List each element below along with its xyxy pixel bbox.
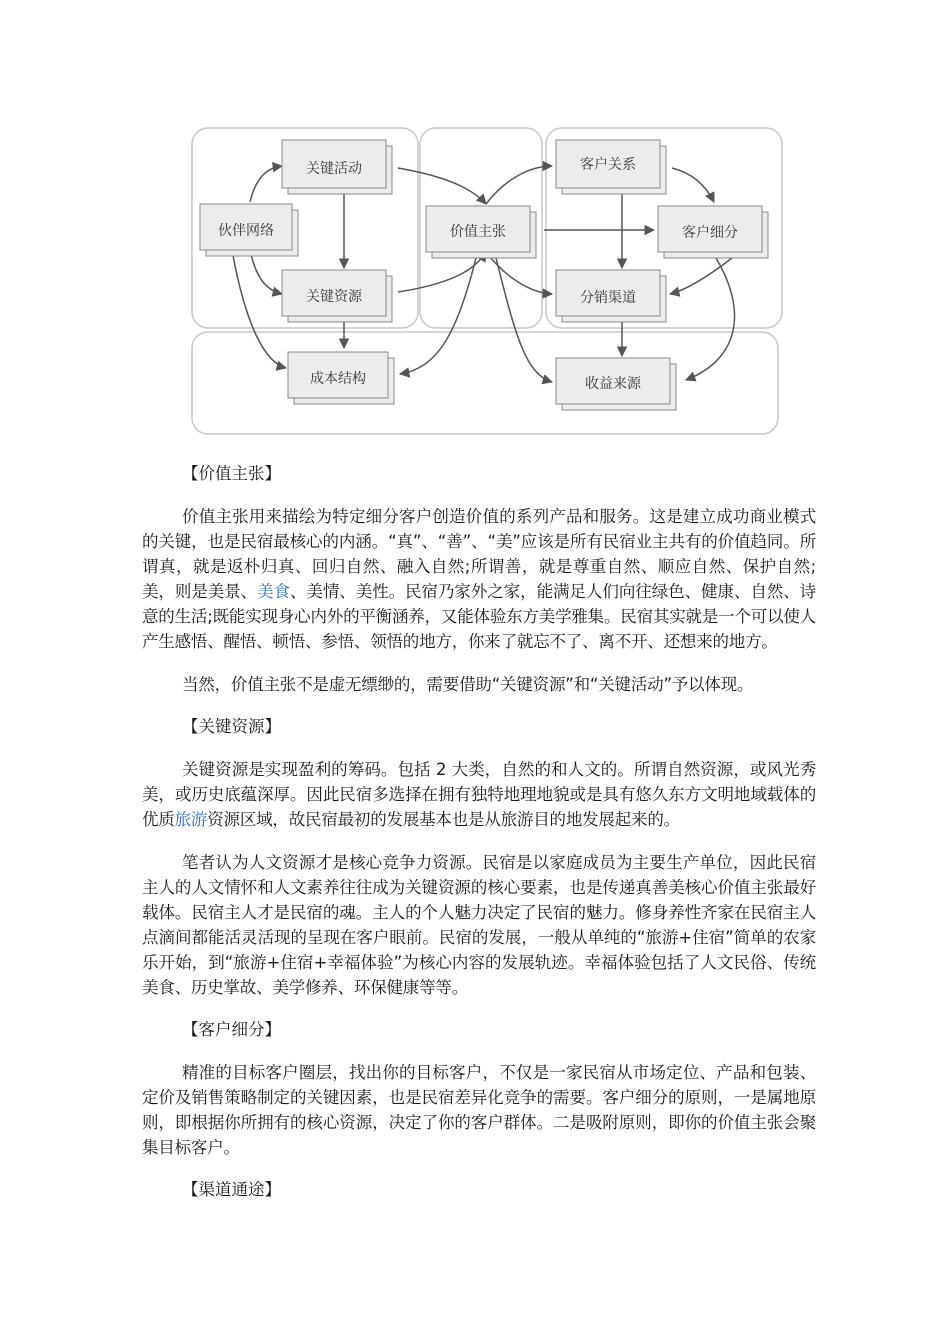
paragraph-text: 、美情、美性。民宿乃家外之家，能满足人们向往绿色、健康、自然、诗意的生活;既能实现身心内外的平衡涵养，又能体验东方美学雅集。民宿其实就是一个可以使人产生感悟、醒悟、顿悟、参悟、领悟的地方，你来了就忘不了、离不开、还想来的地方。 xyxy=(142,582,816,651)
node-label: 收益来源 xyxy=(585,376,641,392)
paragraph: 精准的目标客户圈层，找出你的目标客户，不仅是一家民宿从市场定位、产品和包装、定价及销售策略制定的关键因素，也是民宿差异化竞争的需要。客户细分的原则，一是属地原则，即根据你所拥有的核心资源，决定了你的客户群体。二是吸附原则，即你的价值主张会聚集目标客户。 xyxy=(142,1063,816,1157)
travel-link[interactable]: 旅游 xyxy=(174,810,208,829)
arrow-partners-resources xyxy=(250,250,282,294)
arrow-partners-activities xyxy=(250,166,282,202)
frame-bottom xyxy=(192,332,778,434)
arrow-activities-value xyxy=(398,168,486,204)
node-customer-relationships xyxy=(556,140,666,194)
section-heading: 【价值主张】 xyxy=(182,464,281,483)
node-label: 关键活动 xyxy=(306,161,362,177)
paragraph: 当然，价值主张不是虚无缥缈的，需要借助“关键资源”和“关键活动”予以体现。 xyxy=(182,675,754,694)
section-heading: 【关键资源】 xyxy=(182,717,281,736)
node-label: 成本结构 xyxy=(310,371,366,387)
node-cost-structure xyxy=(288,352,394,404)
paragraph xyxy=(142,757,816,832)
node-key-resources xyxy=(282,270,392,322)
paragraph-text: 资源区域，故民宿最初的发展基本也是从旅游目的地发展起来的。 xyxy=(207,810,680,829)
article-body xyxy=(142,462,816,1220)
node-channels xyxy=(556,270,666,322)
arrow-value-revenue xyxy=(496,258,552,382)
node-revenue-streams xyxy=(556,358,676,410)
node-label: 伙伴网络 xyxy=(218,223,274,239)
section-heading: 【渠道通途】 xyxy=(182,1180,281,1199)
arrow-segments-channels xyxy=(670,258,732,294)
node-label: 分销渠道 xyxy=(580,290,636,306)
section-heading: 【客户细分】 xyxy=(182,1020,281,1039)
paragraph: 笔者认为人文资源才是核心竞争力资源。民宿是以家庭成员为主要生产单位，因此民宿主人的人文情怀和人文素养往往成为关键资源的核心要素，也是传递真善美核心价值主张最好载体。民宿主人才是民宿的魂。主人的个人魅力决定了民宿的魅力。修身养性齐家在民宿主人点滴间都能活灵活现的呈现在客户眼前。民宿的发展，一般从单纯的“旅游+住宿”简单的农家乐开始，到“旅游+住宿+幸福体验”为核心内容的发展轨迹。幸福体验包括了人文民俗、传统美食、历史掌故、美学修养、环保健康等等。 xyxy=(142,853,816,997)
node-value-proposition xyxy=(426,206,536,258)
paragraph-text: 关键资源是实现盈利的筹码。包括 2 大类，自然的和人文的。所谓自然资源，或风光秀美，或历史底蕴深厚。因此民宿多选择在拥有独特地理地貌或是具有悠久东方文明地域载体的优质 xyxy=(142,760,816,829)
node-label: 价值主张 xyxy=(450,224,506,240)
arrow-value-cost xyxy=(400,258,476,374)
node-label: 客户关系 xyxy=(580,157,636,173)
paragraph xyxy=(142,504,816,654)
node-label: 关键资源 xyxy=(306,289,362,305)
arrow-relationships-segments xyxy=(672,168,714,202)
node-partners xyxy=(200,204,298,256)
food-link[interactable]: 美食 xyxy=(257,582,290,601)
arrow-segments-revenue xyxy=(686,258,735,380)
arrow-partners-cost xyxy=(232,250,286,368)
node-customer-segments xyxy=(658,206,768,258)
node-label: 客户细分 xyxy=(682,225,738,241)
node-key-activities xyxy=(282,140,392,194)
business-model-diagram xyxy=(186,118,786,438)
paragraph-text: 价值主张用来描绘为特定细分客户创造价值的系列产品和服务。这是建立成功商业模式的关键，也是民宿最核心的内涵。“真”、“善”、“美”应该是所有民宿业主共有的价值趋同。所谓真，就是返朴归真、回归自然、融入自然;所谓善，就是尊重自然、顺应自然、保护自然;美，则是美景、 xyxy=(142,507,816,601)
